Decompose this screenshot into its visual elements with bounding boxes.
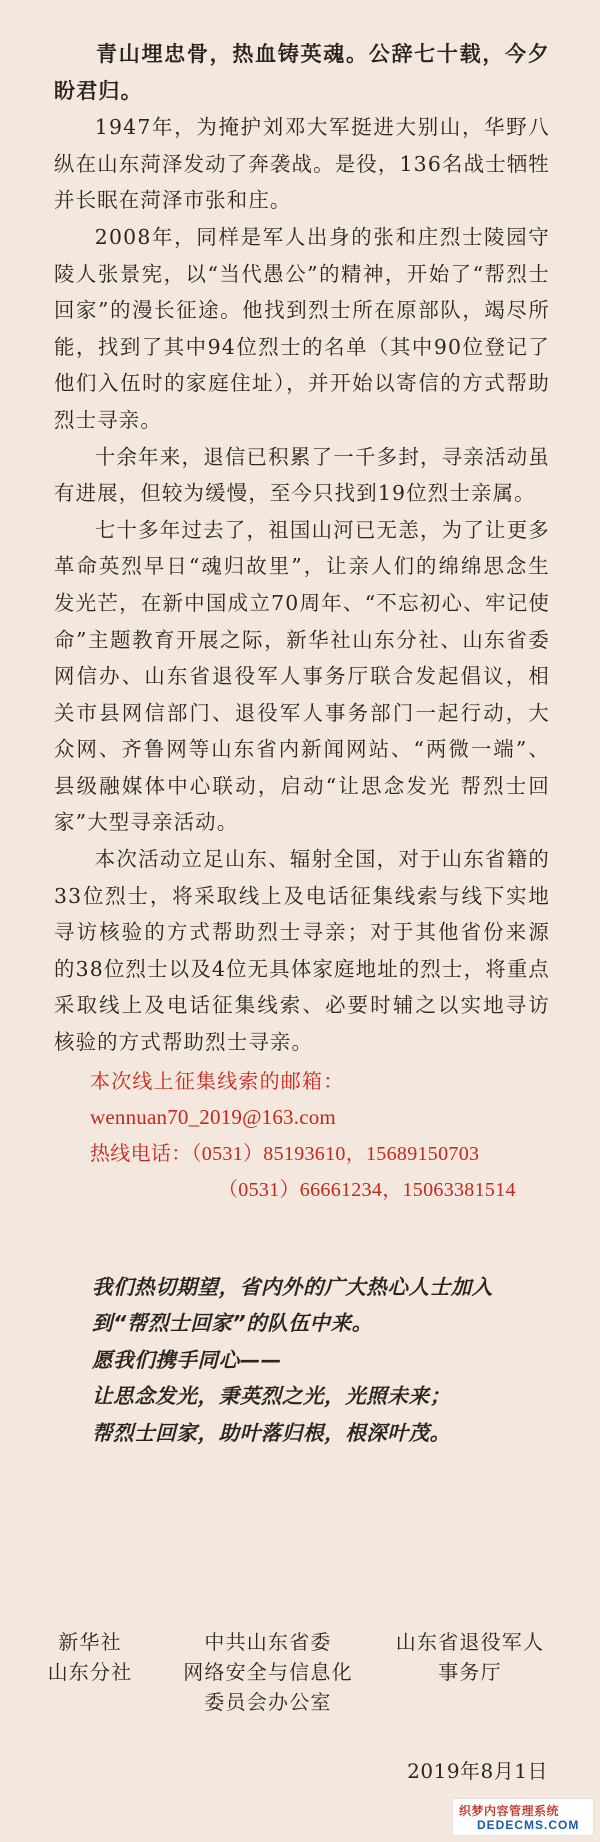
- signer-veterans-affairs: [380, 1627, 560, 1687]
- paragraph-2008: 2008年，同样是军人出身的张和庄烈士陵园守陵人张景宪，以“当代愚公”的精神，开始了“帮烈士回家”的漫长征途。他找到烈士所在原部队，竭尽所能，找到了其中94位烈士的名单（其中90位登记了他们入伍时的家庭住址），并开始以寄信的方式帮助烈士寻亲。: [54, 224, 550, 432]
- contact-block: [54, 1063, 550, 1209]
- hotline-row-1: [90, 1136, 550, 1173]
- appeal-line-2: 到“帮烈士回家”的队伍中来。: [92, 1311, 373, 1336]
- signer-line: 山东省退役军人: [395, 1630, 545, 1654]
- signer-line: 委员会办公室: [204, 1690, 332, 1714]
- hotline-number-1[interactable]: （0531）85193610，15689150703: [191, 1142, 480, 1165]
- appeal-line-3: 愿我们携手同心——: [92, 1347, 282, 1372]
- email-label: 本次线上征集线索的邮箱：: [90, 1068, 345, 1093]
- signer-line: 事务厅: [438, 1660, 502, 1684]
- paragraph-seventy-years: 七十多年过去了，祖国山河已无恙，为了让更多革命英烈早日“魂归故里”，让亲人们的绵绵思念生发光芒，在新中国成立70周年、“不忘初心、牢记使命”主题教育开展之际，新华社山东分社、山东省委网信办、山东省退役军人事务厅联合发起倡议，相关市县网信部门、退役军人事务部门一起行动，大众网、齐鲁网等山东省内新闻网站、“两微一端”、县级融媒体中心联动，启动“让思念发光 帮烈士回家”大型寻亲活动。: [54, 517, 550, 835]
- signer-xinhua: [40, 1627, 140, 1687]
- paragraph-activity: 本次活动立足山东、辐射全国，对于山东省籍的33位烈士，将采取线上及电话征集线索与线下实地寻访核验的方式帮助烈士寻亲；对于其他省份来源的38位烈士以及4位无具体家庭地址的烈士，将重点采取线上及电话征集线索、必要时辅之以实地寻访核验的方式帮助烈士寻亲。: [54, 847, 550, 1055]
- email-address[interactable]: wennuan70_2019@163.com: [90, 1105, 336, 1130]
- lead-paragraph: 青山埋忠骨，热血铸英魂。公辞七十载，今夕盼君归。: [54, 41, 550, 103]
- paragraph-ten-years: 十余年来，退信已积累了一千多封，寻亲活动虽有进展，但较为缓慢，至今只找到19位烈士亲属。: [54, 444, 550, 506]
- dedecms-watermark: [452, 1798, 594, 1836]
- watermark-en: DEDECMS.COM: [477, 1818, 580, 1832]
- paragraph-1947: 1947年，为掩护刘邓大军挺进大别山，华野八纵在山东菏泽发动了奔袭战。是役，136名战士牺牲并长眠在菏泽市张和庄。: [54, 115, 550, 213]
- appeal-line-4: 让思念发光，秉英烈之光，光照未来；: [92, 1384, 451, 1409]
- hotline-label: 热线电话：: [90, 1142, 192, 1165]
- signer-line: 山东分社: [47, 1660, 133, 1684]
- signer-cyberspace-office: [178, 1627, 358, 1717]
- appeal-line-5: 帮烈士回家，助叶落归根，根深叶茂。: [92, 1420, 451, 1445]
- appeal-block: [54, 1269, 550, 1452]
- publish-date: 2019年8月1日: [407, 1759, 548, 1783]
- signer-line: 中共山东省委: [204, 1630, 332, 1654]
- watermark-cn: 织梦内容管理系统: [459, 1804, 560, 1818]
- signer-line: 新华社: [58, 1630, 122, 1654]
- appeal-line-1: 我们热切期望，省内外的广大热心人士加入: [92, 1274, 493, 1299]
- signer-line: 网络安全与信息化: [183, 1660, 353, 1684]
- hotline-number-2[interactable]: （0531）66661234，15063381514: [218, 1179, 516, 1202]
